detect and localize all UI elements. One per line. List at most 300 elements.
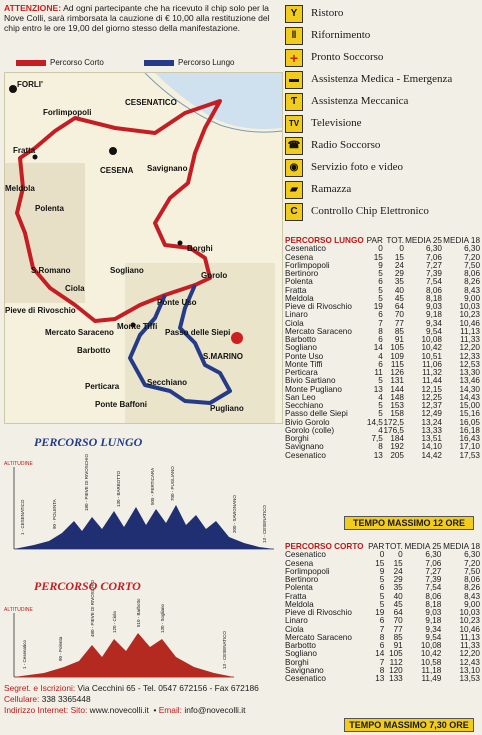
cell-value: 10,46 [459,318,480,328]
cell-value: 40 [393,591,403,601]
cell-value: 8,43 [464,285,480,295]
cell-value: 0 [399,244,404,254]
cell-value: 14,10 [421,442,442,452]
map-label: CESENATICO [125,98,177,107]
first-aid-icon: + [285,49,303,67]
radio-icon: ☎ [285,137,303,155]
cell-value: 35 [393,583,403,593]
checkpoint-name: Cesena [285,558,314,568]
checkpoint-name: Savignano [285,442,324,452]
map-label: CESENA [100,166,134,175]
short-profile-shape [14,633,234,677]
map-label: Savignano [147,164,188,173]
map-label: Borghi [187,244,213,253]
checkpoint-name: Linaro [285,616,308,626]
service-row: C Controllo Chip Elettronico [285,201,480,223]
svg-text:13 - CESENATICO: 13 - CESENATICO [222,631,227,669]
cell-value: 14,30 [459,384,480,394]
cell-value: 9,34 [425,624,442,634]
checkpoint-name: Savignano [285,665,324,675]
checkpoint-name: Perticara [285,368,318,377]
cell-value: 15 [393,558,403,568]
checkpoint-name: Barbotto [285,335,316,344]
checkpoint-name: Polenta [285,277,313,287]
cell-value: 5 [379,591,385,601]
cell-value: 5 [378,376,383,386]
cell-value: 13 [373,450,383,460]
map-label: Mercato Saraceno [45,328,114,337]
cell-value: 126 [390,368,404,377]
checkpoint-name: Cesena [285,252,314,262]
cell-value: 5 [378,285,383,295]
checkpoint-name: Linaro [285,310,308,320]
cell-value: 10,58 [420,657,442,667]
cell-value: 24 [394,260,404,270]
fork-knife-icon: ǁ [285,27,303,45]
cell-value: 91 [393,641,403,650]
cell-value: 10,51 [421,351,442,361]
cell-value: 10,23 [459,310,480,320]
cell-value: 10,08 [420,641,442,650]
cell-value: 14,5 [366,417,383,427]
cell-value: 9,03 [426,302,442,311]
cell-value: 8 [379,665,385,675]
checkpoint-name: Mercato Saraceno [285,326,352,336]
cell-value: 13 [375,674,385,683]
service-row: + Pronto Soccorso [285,47,480,69]
checkpoint-name: Mercato Saraceno [285,632,352,642]
cell-value: 9,00 [464,293,480,303]
checkpoint-name: Borghi [285,434,309,443]
cell-value: 16,43 [459,434,480,443]
cell-value: 6 [378,335,383,344]
cell-value: 13,51 [421,434,442,443]
cell-value: 8 [378,326,383,336]
cell-value: 13,53 [459,674,480,683]
cell-value: 0 [378,244,383,254]
cell-value: 120 [389,665,403,675]
cell-value: 5 [378,269,383,278]
svg-text:120 - Ciola: 120 - Ciola [112,611,117,633]
cell-value: 85 [393,632,403,642]
short-max-time: TEMPO MASSIMO 7,30 ORE [344,718,474,732]
cell-value: 9 [379,566,385,576]
checkpoint-name: Ponte Uso [285,351,324,361]
cell-value: 153 [390,401,404,410]
cell-value: 6,30 [464,244,480,254]
map-label: S.MARINO [203,352,243,361]
cell-value: 13,46 [459,376,480,386]
cell-value: 35 [394,277,404,287]
service-row: Y Ristoro [285,3,480,25]
cell-value: 8,18 [425,599,442,609]
map-label: Secchiano [147,378,188,387]
cell-value: 11,13 [460,326,480,336]
cell-value: 13,33 [421,425,442,435]
cell-value: 7,54 [425,583,442,593]
cell-value: 4 [378,351,383,361]
cell-value: 13 [373,384,383,394]
cell-value: 7 [379,657,385,667]
route-legend [4,54,280,72]
svg-text:480 - PIEVE DI RIVOSCHIO: 480 - PIEVE DI RIVOSCHIO [90,579,95,637]
cell-value: 13,30 [459,368,480,377]
cell-value: 192 [390,442,404,452]
service-row: ▬ Assistenza Medica - Emergenza [285,69,480,91]
svg-text:180 - PIEVE DI RIVOSCHIO: 180 - PIEVE DI RIVOSCHIO [84,453,89,511]
service-row: TV Televisione [285,113,480,135]
cell-value: 15 [394,252,404,262]
hill-area-south [125,263,275,423]
cell-value: 7,50 [464,260,480,270]
cell-value: 6 [379,583,385,593]
wrench-icon: Ƭ [285,93,303,111]
svg-text:700 - PUGLIANO: 700 - PUGLIANO [170,466,175,501]
map-label: FORLI' [17,80,43,89]
cell-value: 8,06 [425,591,442,601]
long-route-table [285,237,480,460]
chip-control-icon: C [285,203,303,221]
cell-value: 10,03 [459,302,480,311]
cell-value: 6 [378,277,383,287]
table-row [285,452,480,460]
cell-value: 45 [394,293,404,303]
elevation-profiles [4,425,281,695]
service-row: ǁ Rifornimento [285,25,480,47]
contacts-block [4,683,282,716]
svg-text:1 - Cesenatico: 1 - Cesenatico [22,639,27,669]
cell-value: 24 [393,566,403,576]
long-ylabel: ALTITUDINE [4,461,33,467]
cell-value: 158 [390,409,404,419]
cell-value: 105 [389,649,403,659]
checkpoint-name: Bivio Sartiano [285,376,336,386]
cell-value: 4 [378,392,383,402]
cell-value: 12,25 [421,392,442,402]
cell-value: 7,54 [426,277,442,287]
cell-value: 105 [390,343,404,353]
cell-value: 6,30 [426,244,442,254]
cell-value: 7,20 [464,252,480,262]
checkpoint-name: Forlimpopoli [285,566,330,576]
long-max-time: TEMPO MASSIMO 12 ORE [344,516,474,530]
checkpoint-name: San Leo [285,392,316,402]
svg-text:90 - Polenta: 90 - Polenta [58,636,63,661]
cell-value: 8,26 [464,277,480,287]
cell-value: 5 [378,401,383,410]
short-route-swatch [16,60,46,66]
cell-value: 8,06 [464,575,480,584]
cell-value: 7 [379,624,385,634]
cell-value: 144 [390,384,404,394]
cell-value: 7,27 [426,260,442,270]
cell-value: 109 [390,351,404,361]
cell-value: 13,24 [421,417,442,427]
tv-icon: TV [285,115,303,133]
cell-value: 9,00 [464,599,480,609]
cell-value: 133 [389,674,403,683]
cell-value: 112 [389,657,403,667]
long-route-swatch [144,60,174,66]
cell-value: 29 [394,269,404,278]
cell-value: 70 [394,310,404,320]
cell-value: 9,03 [425,608,442,617]
checkpoint-name: Bivio Gorolo [285,417,330,427]
cell-value: 148 [390,392,404,402]
svg-text:505 - PERTICARA: 505 - PERTICARA [150,467,155,505]
cell-value: 10,46 [459,624,480,634]
cell-value: 11,32 [422,368,442,377]
cell-value: 15 [375,558,385,568]
svg-text:130 - Sogliano: 130 - Sogliano [160,603,165,633]
cell-value: 8,26 [464,583,480,593]
cell-value: 9,34 [426,318,442,328]
cell-value: 7,39 [426,269,442,278]
cell-value: 11,06 [422,359,442,369]
sweeper-truck-icon: ▰ [285,181,303,199]
short-ylabel: ALTITUDINE [4,607,33,613]
cell-value: 172,5 [383,417,404,427]
checkpoint-name: Cesenatico [285,550,326,560]
checkpoint-name: Bertinoro [285,269,319,278]
svg-text:1 - CESENATICO: 1 - CESENATICO [20,499,25,535]
notice-text: Ad ogni partecipante che ha ricevuto il chip solo per la Nove Colli, sarà rimborsata la cauzione di € 10,00 alla restituzione del chip entro le ore 19,00 del giorno stesso della manifestazione. [4,3,270,33]
contact-cell: Cellulare: 338 3365448 [4,694,91,704]
map-label: Meldola [5,184,35,193]
checkpoint-name: Cesenatico [285,674,326,683]
cell-value: 131 [390,376,404,386]
map-label: Polenta [35,204,64,213]
cell-value: 15,00 [459,401,480,410]
checkpoint-name: Gorolo (colle) [285,425,335,435]
cell-value: 6,30 [464,550,480,560]
cell-value: 10,08 [421,335,442,344]
cell-value: 11,18 [421,665,442,675]
cell-value: 8,06 [426,285,442,295]
cell-value: 8 [378,442,383,452]
san-marino-marker [231,332,243,344]
cell-value: 11,33 [460,641,480,650]
cell-value: 4 [378,425,383,435]
map-label: Ciola [65,284,85,293]
cell-value: 29 [393,575,403,584]
cell-value: 17,10 [459,442,480,452]
short-table-body [285,551,480,683]
cell-value: 5 [378,293,383,303]
cell-value: 12,20 [459,343,480,353]
cell-value: 11,44 [422,376,442,386]
cell-value: 11,13 [460,632,480,642]
cell-value: 7,20 [464,558,480,568]
cell-value: 10,42 [420,649,442,659]
svg-text:510 - Barbotto: 510 - Barbotto [136,598,141,627]
camera-icon: ◉ [285,159,303,177]
cell-value: 7,27 [425,566,442,576]
checkpoint-name: Secchiano [285,401,324,410]
checkpoint-name: Meldola [285,293,314,303]
checkpoint-name: Sogliano [285,649,317,659]
contact-web: Indirizzo Internet: Sito: www.novecolli.it • Email: info@novecolli.it [4,705,246,715]
route-map [4,72,283,424]
map-label: Perticara [85,382,120,391]
cell-value: 11,49 [421,674,442,683]
cell-value: 13,10 [459,665,480,675]
cell-value: 40 [394,285,404,295]
attention-notice [4,3,282,33]
checkpoint-name: Meldola [285,599,314,609]
cell-value: 7,39 [425,575,442,584]
cell-value: 6 [378,310,383,320]
cell-value: 15,16 [459,409,480,419]
cell-value: 5 [379,575,385,584]
cell-value: 16,05 [459,417,480,427]
cell-value: 45 [393,599,403,609]
checkpoint-name: Fratta [285,591,307,601]
cell-value: 7 [378,318,383,328]
long-table-body [285,245,480,460]
long-profile-title: PERCORSO LUNGO [34,435,143,449]
checkpoint-name: Ciola [285,318,304,328]
cell-value: 12,37 [421,401,442,410]
email-link[interactable]: info@novecolli.it [184,705,246,715]
map-label: Forlimpopoli [43,108,92,117]
service-row: Ƭ Assistenza Meccanica [285,91,480,113]
cell-value: 184 [390,434,404,443]
service-row: ▰ Ramazza [285,179,480,201]
svg-text:130 - BARBOTTO: 130 - BARBOTTO [116,470,121,507]
cell-value: 12,53 [459,359,480,369]
cell-value: 10,03 [459,608,480,617]
cell-value: 85 [394,326,404,336]
cell-value: 8 [379,632,385,642]
cell-value: 205 [390,450,404,460]
cell-value: 6 [378,359,383,369]
checkpoint-name: Monte Pugliano [285,384,342,394]
cell-value: 64 [393,608,403,617]
map-label: Pugliano [210,404,244,413]
svg-text:200 - SAVIGNANO: 200 - SAVIGNANO [232,495,237,533]
checkpoint-name: Cesenatico [285,244,326,254]
cell-value: 0 [398,550,403,560]
cell-value: 10,42 [421,343,442,353]
map-label: Sogliano [110,266,144,275]
cell-value: 8,43 [464,591,480,601]
checkpoint-name: Polenta [285,583,313,593]
profiles-svg [4,425,281,680]
cell-value: 0 [379,550,385,560]
service-row: ☎ Radio Soccorso [285,135,480,157]
checkpoint-name: Fratta [285,285,307,295]
cell-value: 5 [379,599,385,609]
checkpoint-name: Cesenatico [285,450,326,460]
checkpoint-name: Monte Tiffi [285,359,323,369]
cell-value: 64 [394,302,404,311]
map-label: Passo delle Siepi [165,328,231,337]
cell-value: 9,54 [426,326,442,336]
cell-value: 12,43 [459,657,480,667]
ambulance-icon: ▬ [285,71,303,89]
cell-value: 7,50 [464,566,480,576]
checkpoint-name: Forlimpopoli [285,260,330,270]
cell-value: 7,06 [426,252,442,262]
checkpoint-name: Borghi [285,657,309,667]
map-label: S.Romano [31,266,71,275]
cell-value: 8,18 [426,293,442,303]
cell-value: 70 [393,616,403,626]
cell-value: 9,18 [425,616,442,626]
checkpoint-name: Pieve di Rivoschio [285,608,352,617]
cell-value: 7,06 [425,558,442,568]
cell-value: 14,43 [459,392,480,402]
cell-value: 12,15 [421,384,442,394]
cell-value: 16,18 [459,425,480,435]
map-label: Fratta [13,146,36,155]
cell-value: 11,33 [460,335,480,344]
cell-value: 10,23 [459,616,480,626]
checkpoint-name: Ciola [285,624,304,634]
cell-value: 19 [375,608,385,617]
map-label: Pieve di Rivoschio [5,306,76,315]
cell-value: 9,18 [426,310,442,320]
cell-value: 6 [379,641,385,650]
checkpoint-name: Pieve di Rivoschio [285,302,352,311]
cell-value: 7,5 [371,434,383,443]
cell-value: 12,20 [459,649,480,659]
checkpoint-name: Barbotto [285,641,316,650]
cell-value: 14 [375,649,385,659]
cell-value: 9 [378,260,383,270]
short-route-table [285,543,480,683]
cell-value: 12,33 [459,351,480,361]
cell-value: 77 [394,318,404,328]
cell-value: 9,54 [425,632,442,642]
map-label: Gorolo [201,271,228,280]
map-label: Ponte Baffoni [95,400,147,409]
cell-value: 8,06 [464,269,480,278]
route-map-svg [5,73,282,423]
table-row [285,675,480,683]
cell-value: 14 [373,343,383,353]
table-header: PERCORSO CORTO PAR TOT. MEDIA 25 MEDIA 18 [285,542,480,551]
legend-long: Percorso Lungo [144,58,234,67]
cell-value: 115 [390,359,404,369]
cell-value: 6,30 [425,550,442,560]
cell-value: 14,42 [421,450,442,460]
cell-value: 19 [373,302,383,311]
cell-value: 5 [378,409,383,419]
map-label: Ponte Uso [157,298,197,307]
service-row: ◉ Servizio foto e video [285,157,480,179]
cell-value: 17,53 [459,450,480,460]
cell-value: 12,49 [421,409,442,419]
cell-value: 6 [379,616,385,626]
cell-value: 11 [374,368,383,377]
cell-value: 15 [373,252,383,262]
map-label: Barbotto [77,346,111,355]
contact-segreteria: Segret. e Iscrizioni: Via Cecchini 65 - Tel. 0547 672156 - Fax 672186 [4,683,259,693]
map-label: Monte Tiffi [117,322,158,331]
notice-label: ATTENZIONE: [4,3,62,13]
site-link[interactable]: www.novecolli.it [89,705,149,715]
legend-short: Percorso Corto [16,58,104,67]
checkpoint-name: Bertinoro [285,575,319,584]
cell-value: 77 [393,624,403,634]
cell-value: 176,5 [383,425,404,435]
svg-text:90 - POLENTA: 90 - POLENTA [52,499,57,529]
checkpoint-name: Passo delle Siepi [285,409,348,419]
checkpoint-name: Sogliano [285,343,317,353]
table-header: PERCORSO LUNGO PAR TOT. MEDIA 25 MEDIA 18 [285,236,480,245]
